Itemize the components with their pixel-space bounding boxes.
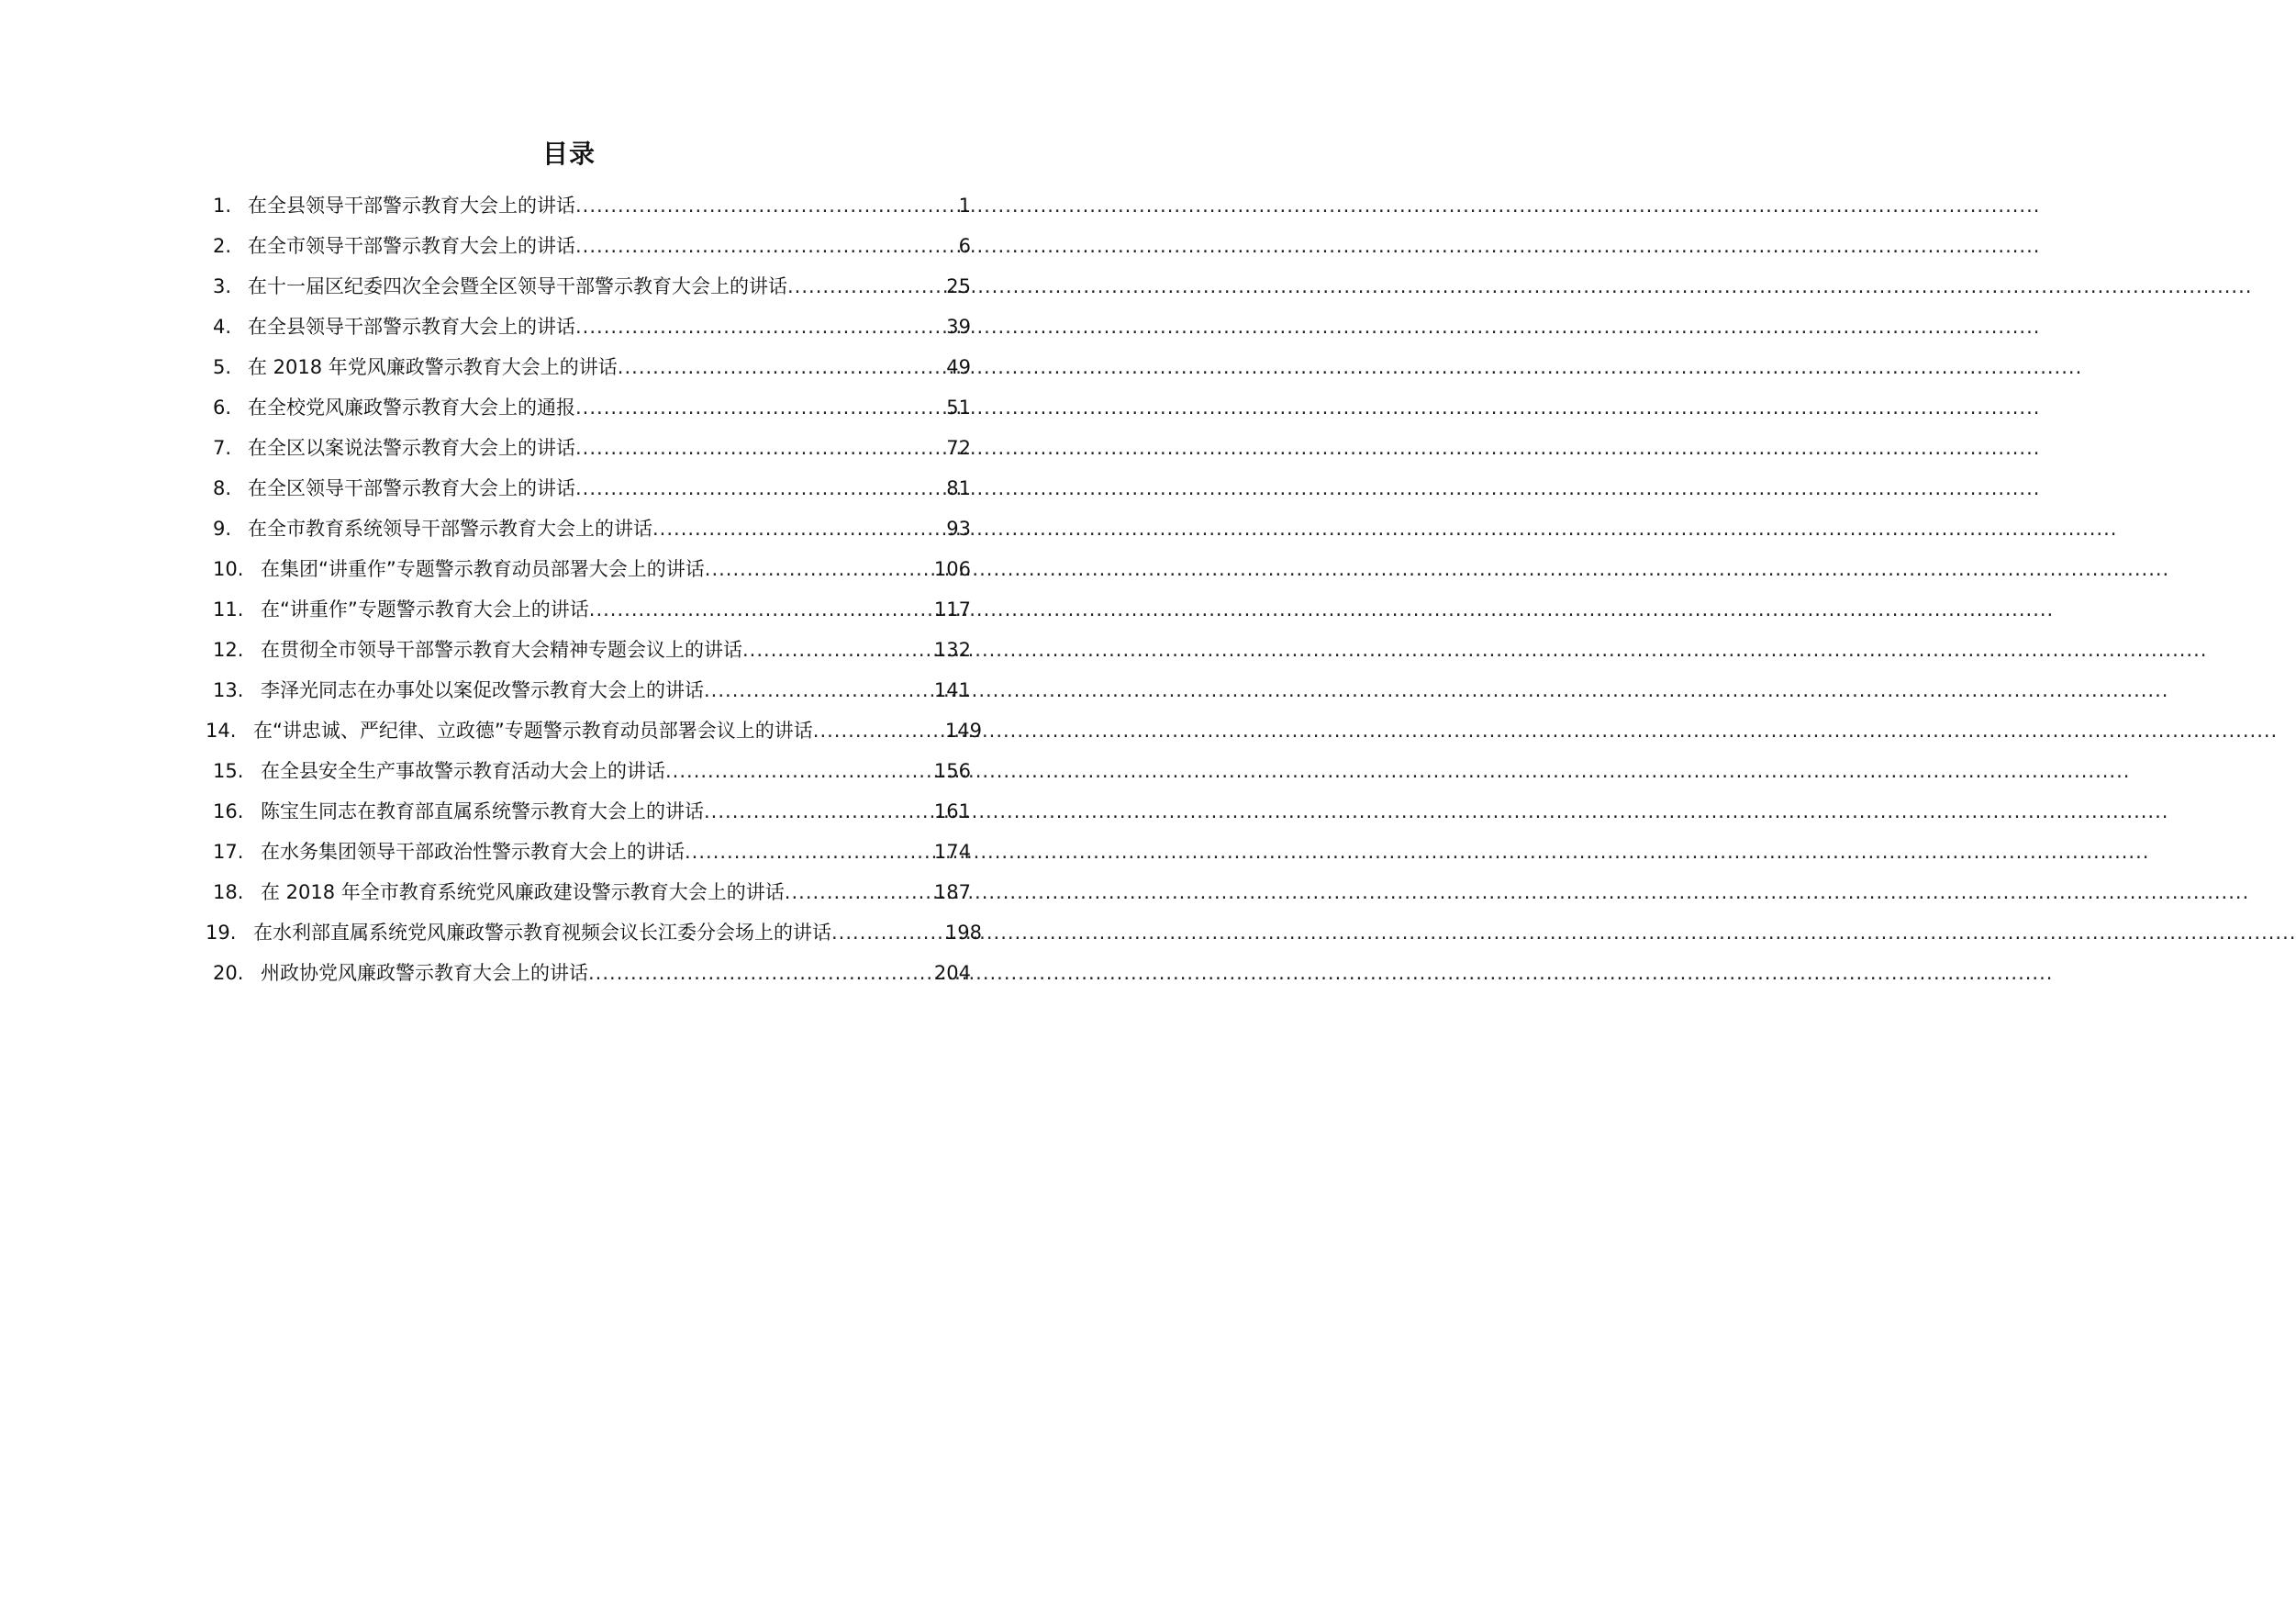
entry-page-number: 187 [933,881,971,903]
entry-number: 15. [213,760,244,782]
toc-entry[interactable] [213,185,971,226]
entry-title: 在 2018 年党风廉政警示教育大会上的讲话 [248,356,618,378]
dot-leader [813,710,945,751]
dot-leader [575,307,946,347]
toc-entry[interactable] [213,832,971,872]
entry-number: 11. [213,598,244,621]
entry-number: 7. [213,437,232,459]
entry-title: 在全区领导干部警示教育大会上的讲话 [248,477,575,499]
entry-number: 8. [213,477,232,499]
entry-number: 20. [213,962,244,984]
dot-leader [575,226,959,266]
entry-title: 在 2018 年全市教育系统党风廉政建设警示教育大会上的讲话 [261,881,785,903]
document-page [0,0,1138,1610]
entry-title: 在“讲忠诚、严纪律、立政德”专题警示教育动员部署会议上的讲话 [253,720,813,742]
toc-entry[interactable] [213,428,971,468]
entry-number: 9. [213,518,232,540]
entry-title: 在水利部直属系统党风廉政警示教育视频会议长江委分会场上的讲话 [253,922,831,944]
dot-leader [685,832,934,872]
entry-title: 在全市领导干部警示教育大会上的讲话 [248,235,575,257]
entry-page-number: 141 [933,679,971,701]
entry-page-number: 1 [958,195,971,217]
toc-entry[interactable] [213,791,971,832]
toc-title: 目录 [541,139,596,169]
dot-leader [742,630,934,670]
entry-title: 在全县领导干部警示教育大会上的讲话 [248,316,575,338]
entry-number: 1. [213,195,232,217]
entry-page-number: 198 [944,922,982,944]
entry-number: 10. [213,558,244,580]
entry-number: 4. [213,316,232,338]
dot-leader [618,347,946,387]
entry-page-number: 156 [933,760,971,782]
entry-title: 在全校党风廉政警示教育大会上的通报 [248,397,575,419]
entry-number: 5. [213,356,232,378]
entry-page-number: 204 [933,962,971,984]
toc-list [206,185,982,993]
dot-leader [704,670,934,710]
entry-number: 17. [213,841,244,863]
entry-number: 6. [213,397,232,419]
toc-entry[interactable] [213,670,971,710]
dot-leader [705,549,934,589]
entry-number: 3. [213,275,232,297]
entry-title: 在水务集团领导干部政治性警示教育大会上的讲话 [261,841,685,863]
dot-leader [665,751,934,791]
dot-leader [704,791,934,832]
entry-number: 14. [206,720,237,742]
entry-page-number: 93 [946,518,971,540]
entry-page-number: 174 [933,841,971,863]
toc-entry[interactable] [213,307,971,347]
entry-page-number: 51 [946,397,971,419]
entry-title: 陈宝生同志在教育部直属系统警示教育大会上的讲话 [261,800,704,822]
toc-entry[interactable] [213,953,971,993]
entry-page-number: 81 [946,477,971,499]
entry-page-number: 149 [944,720,982,742]
dot-leader [588,953,934,993]
entry-number: 16. [213,800,244,822]
dot-leader [831,912,945,953]
entry-title: 在十一届区纪委四次全会暨全区领导干部警示教育大会上的讲话 [248,275,787,297]
entry-title: 在全县安全生产事故警示教育活动大会上的讲话 [261,760,665,782]
toc-entry[interactable] [213,549,971,589]
entry-page-number: 25 [946,275,971,297]
toc-entry[interactable] [213,630,971,670]
dot-leader [575,185,959,226]
entry-number: 12. [213,639,244,661]
entry-page-number: 106 [933,558,971,580]
entry-number: 19. [206,922,237,944]
dot-leader [575,468,946,509]
entry-number: 18. [213,881,244,903]
entry-title: 在全市教育系统领导干部警示教育大会上的讲话 [248,518,652,540]
entry-title: 在贯彻全市领导干部警示教育大会精神专题会议上的讲话 [261,639,742,661]
entry-page-number: 161 [933,800,971,822]
entry-page-number: 6 [958,235,971,257]
entry-title: 州政协党风廉政警示教育大会上的讲话 [261,962,588,984]
entry-title: 在全县领导干部警示教育大会上的讲话 [248,195,575,217]
entry-page-number: 72 [946,437,971,459]
toc-entry[interactable] [213,751,971,791]
toc-entry[interactable] [206,710,982,751]
dot-leader [575,387,946,428]
entry-page-number: 49 [946,356,971,378]
toc-entry[interactable] [213,589,971,630]
entry-page-number: 39 [946,316,971,338]
entry-number: 2. [213,235,232,257]
entry-title: 李泽光同志在办事处以案促改警示教育大会上的讲话 [261,679,704,701]
toc-entry[interactable] [213,468,971,509]
entry-page-number: 132 [933,639,971,661]
toc-entry[interactable] [213,226,971,266]
entry-title: 在全区以案说法警示教育大会上的讲话 [248,437,575,459]
toc-entry[interactable] [213,266,971,307]
entry-page-number: 117 [933,598,971,621]
toc-entry[interactable] [206,912,982,953]
dot-leader [652,509,946,549]
entry-title: 在集团“讲重作”专题警示教育动员部署大会上的讲话 [261,558,705,580]
dot-leader [787,266,946,307]
toc-entry[interactable] [213,347,971,387]
dot-leader [785,872,934,912]
toc-entry[interactable] [213,872,971,912]
entry-title: 在“讲重作”专题警示教育大会上的讲话 [261,598,589,621]
entry-number: 13. [213,679,244,701]
toc-entry[interactable] [213,387,971,428]
toc-entry[interactable] [213,509,971,549]
dot-leader [589,589,934,630]
dot-leader [575,428,946,468]
